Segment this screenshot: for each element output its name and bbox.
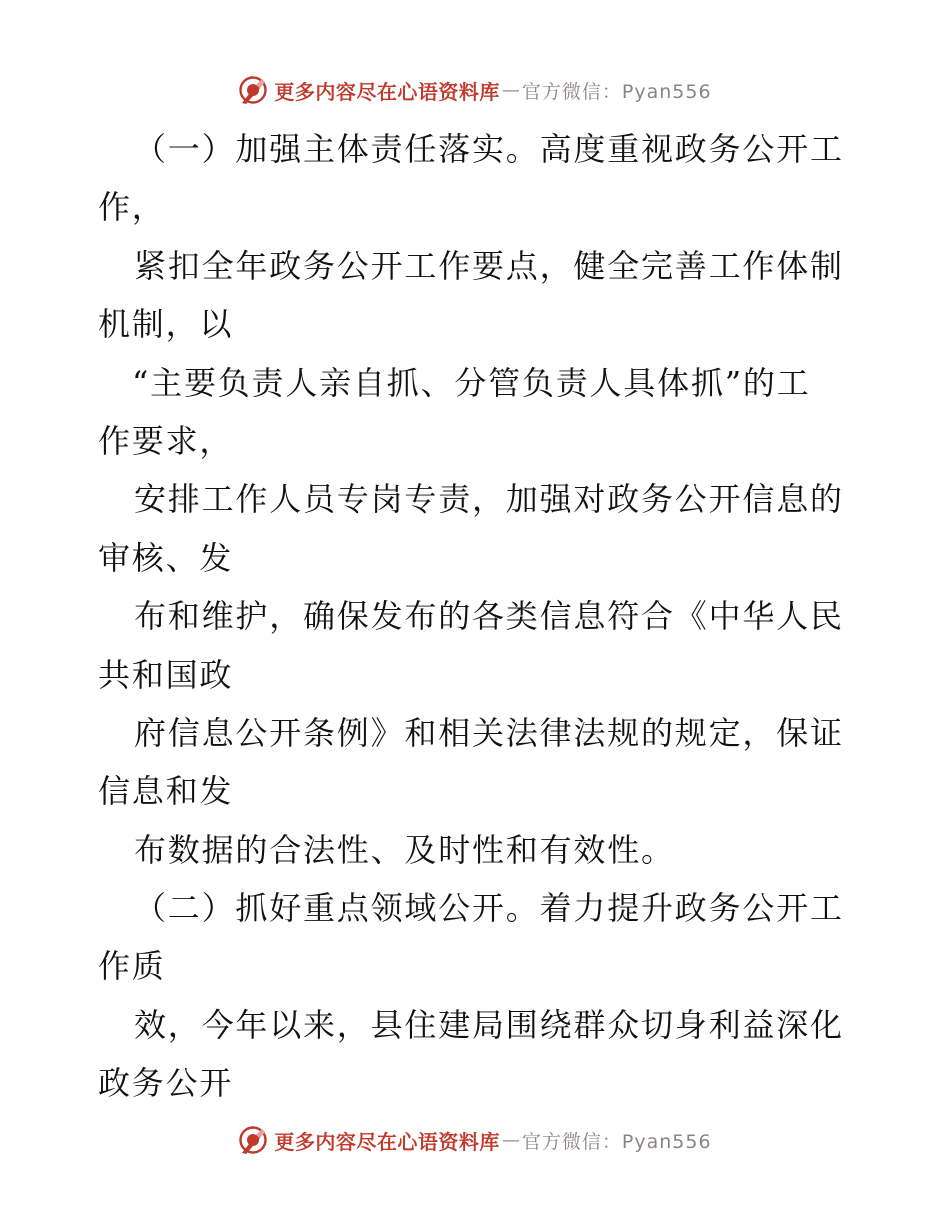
banner-dash: — xyxy=(501,79,520,101)
banner-dash: — xyxy=(501,1129,520,1151)
banner-main-text: 更多内容尽在心语资料库 xyxy=(274,1129,500,1154)
pen-logo-icon xyxy=(238,75,268,105)
text-line: （一）加强主体责任落实。高度重视政务公开工 xyxy=(134,130,844,168)
banner-main-text: 更多内容尽在心语资料库 xyxy=(274,79,500,104)
pen-logo-icon xyxy=(238,1125,268,1155)
text-line: 作， xyxy=(98,188,166,227)
text-line: 布数据的合法性、及时性和有效性。 xyxy=(134,830,675,869)
text-line: “主要负责人亲自抓、分管负责人具体抓”的工 xyxy=(132,363,811,402)
banner-sub-text: 官方微信：Pyan556 xyxy=(521,1130,712,1153)
text-line: 安排工作人员专岗专责，加强对政务公开信息的 xyxy=(134,480,844,519)
text-line: 府信息公开条例》和相关法律法规的规定，保证 xyxy=(134,713,844,752)
text-line: 紧扣全年政务公开工作要点，健全完善工作体制 xyxy=(134,246,844,285)
text-line: 审核、发 xyxy=(98,538,234,577)
text-line: 布和维护，确保发布的各类信息符合《中华人民 xyxy=(134,597,844,636)
text-line: 作要求， xyxy=(98,421,234,460)
text-line: 信息和发 xyxy=(98,772,234,811)
text-line: 作质 xyxy=(98,947,166,986)
banner-sub-text: 官方微信：Pyan556 xyxy=(521,80,712,103)
text-line: 机制，以 xyxy=(98,305,234,344)
text-line: （二）抓好重点领域公开。着力提升政务公开工 xyxy=(134,889,844,928)
header-banner xyxy=(0,70,950,110)
text-line: 政务公开 xyxy=(98,1064,234,1103)
document-body xyxy=(98,120,858,1113)
footer-banner xyxy=(0,1120,950,1160)
text-line: 共和国政 xyxy=(98,655,234,694)
text-line: 效，今年以来，县住建局围绕群众切身利益深化 xyxy=(134,1005,844,1044)
